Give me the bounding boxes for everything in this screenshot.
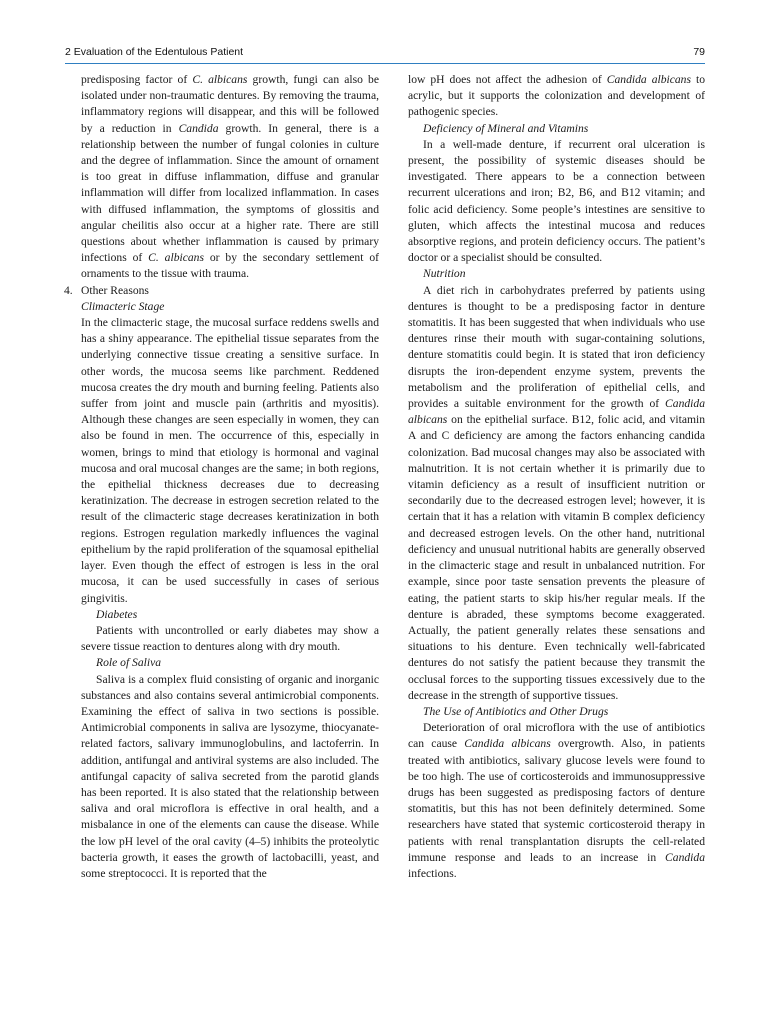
- paragraph: In a well-made denture, if recurrent oral ulceration is present, the possibility of systemic diseases should be investigated. There appears to be a connection between recurrent ulcerations and iron; B2, B6, and B12 vitamin; and folic acid deficiency. Some people’s intestines are sensitive to gluten, which affects the intestinal mucosa and reduces absorptive regions, and protein deficiency occurs. The patient’s doctor or a specialist should be consulted.: [408, 137, 705, 265]
- paragraph: A diet rich in carbohydrates preferred by patients using dentures is thought to be a predisposing factor in denture stomatitis. It has been suggested that when individuals who use dentures rinse their mouth with sugar-containing solutions, denture stomatitis could begin. It is stated that iron deficiency disrupts the iron-dependent enzyme system, prevents the metabolism and the proliferation of epithelial cells, and provides a suitable environment for the growth of Candida albicans on the epithelial surface. B12, folic acid, and vitamin A and C deficiency are among the factors enhancing candida colonization. Bad mucosal changes may also be associated with malnutrition. It is not certain whether it is primarily due to vitamin deficiency as a result of insufficient nutrition or secondarily due to the decreased estrogen level; however, it is certain that it has a relation with vitamin B complex deficiency and decreased estrogen levels. On the other hand, nutritional deficiency and unusual nutritional habits are generally observed in the climacteric stage and result in unbalanced nutrition. For example, since poor taste sensation prevents the pleasure of eating, the patient starts to skip his/her regular meals. If the denture is abraded, these symptoms become exaggerated. Actually, the patient generally relates these sensations and situations to his denture. Even technically well-fabricated dentures do not satisfy the patient because they transmit the occlusal forces to the supporting tissues excessively due to the decrease in the strength of supportive tissues.: [408, 283, 705, 702]
- chapter-title: 2 Evaluation of the Edentulous Patient: [65, 46, 244, 58]
- left-column: [64, 72, 379, 882]
- list-number: 4.: [64, 283, 73, 297]
- paragraph: Saliva is a complex fluid consisting of organic and inorganic substances and also contains several antimicrobial components. Examining the effect of saliva in two sections is possible. Antimicrobial components in saliva are lysozyme, thiocyanate-related factors, salivary immunoglobulins, and lactoferrin. In addition, antifungal and antiviral systems are also included. The antifungal capacity of saliva secreted from the parotid glands has been reported. It is also stated that the relationship between saliva and oral microflora is effective in oral health, and a misbalance in one of the elements can cause the disease. While the low pH level of the oral cavity (4–5) inhibits the proteolytic bacteria growth, it eases the growth of lactobacilli, yeast, and some streptococci. It is reported that the: [81, 672, 379, 880]
- list-item-other-reasons: [64, 283, 379, 299]
- paragraph: Patients with uncontrolled or early diabetes may show a severe tissue reaction to dentures along with dry mouth.: [81, 623, 379, 654]
- subheading-saliva: Role of Saliva: [96, 656, 162, 670]
- page-number: 79: [693, 46, 705, 58]
- subheading-mineral: Deficiency of Mineral and Vitamins: [423, 121, 589, 135]
- paragraph: In the climacteric stage, the mucosal surface reddens swells and has a shiny appearance. The epithelial tissue separates from the underlying connective tissue creating a sensitive surface. In other words, the mucosa seems like parchment. Reddened mucosa creates the dry mouth and burning feeling. Patients also suffer from joint and muscle pain (arthritis and myositis). Although these changes are seen especially in women, they can also be found in men. The occurrence of this, especially in women, brings to mind that etiology is hormonal and vaginal mucosa and oral mucosal changes are the same; in both regions, the epithelial thickness decreases due to decreasing keratinization. The decrease in estrogen secretion related to the result of the climacteric stage decreases keratinization in both regions. Estrogen regulation markedly influences the vaginal epithelium by the rapid proliferation of the squamosal epithelial layer. Even though the effect of estrogen is less in the oral mucosa, it can be used successfully in cases of serious gingivitis.: [81, 316, 379, 605]
- paragraph: Deterioration of oral microflora with the use of antibiotics can cause Candida albicans overgrowth. Also, in patients treated with antibiotics, salivary glucose levels were found to be too high. The use of corticosteroids and immunosuppressive drugs has been suggested as predisposing factors of denture stomatitis, but this has not been definitely determined. Some researchers have stated that systemic corticosteroid therapy in patients with renal transplantation disrupts the cell-related immune response and leads to an increase in Candida infections.: [408, 721, 705, 880]
- header-rule: [65, 63, 705, 64]
- subheading-antibiotics: The Use of Antibiotics and Other Drugs: [423, 704, 609, 718]
- paragraph: predisposing factor of C. albicans growth, fungi can also be isolated under non-traumatic dentures. By removing the trauma, inflammatory regions will disappear, and this will be followed by a reduction in Candida growth. In general, there is a relationship between the number of fungal colonies in culture and the degree of inflammation. Since the amount of ornament is too great in diffuse inflammation, diffuse and granular inflammation will differ from localized inflammation. In cases with diffused inflammation, the symptoms of glossitis and angular cheilitis also occur at a higher rate. There are still questions about whether inflammation is caused by primary infections of C. albicans or by the secondary settlement of ornaments to the tissue with trauma.: [81, 73, 379, 281]
- list-title: Other Reasons: [81, 283, 149, 297]
- subheading-nutrition: Nutrition: [423, 267, 466, 281]
- paragraph: low pH does not affect the adhesion of Candida albicans to acrylic, but it supports the colonization and development of pathogenic species.: [408, 73, 705, 119]
- subheading-diabetes: Diabetes: [96, 607, 138, 621]
- subheading-climacteric: Climacteric Stage: [81, 299, 165, 313]
- right-column: [408, 72, 705, 882]
- running-header: [65, 44, 705, 62]
